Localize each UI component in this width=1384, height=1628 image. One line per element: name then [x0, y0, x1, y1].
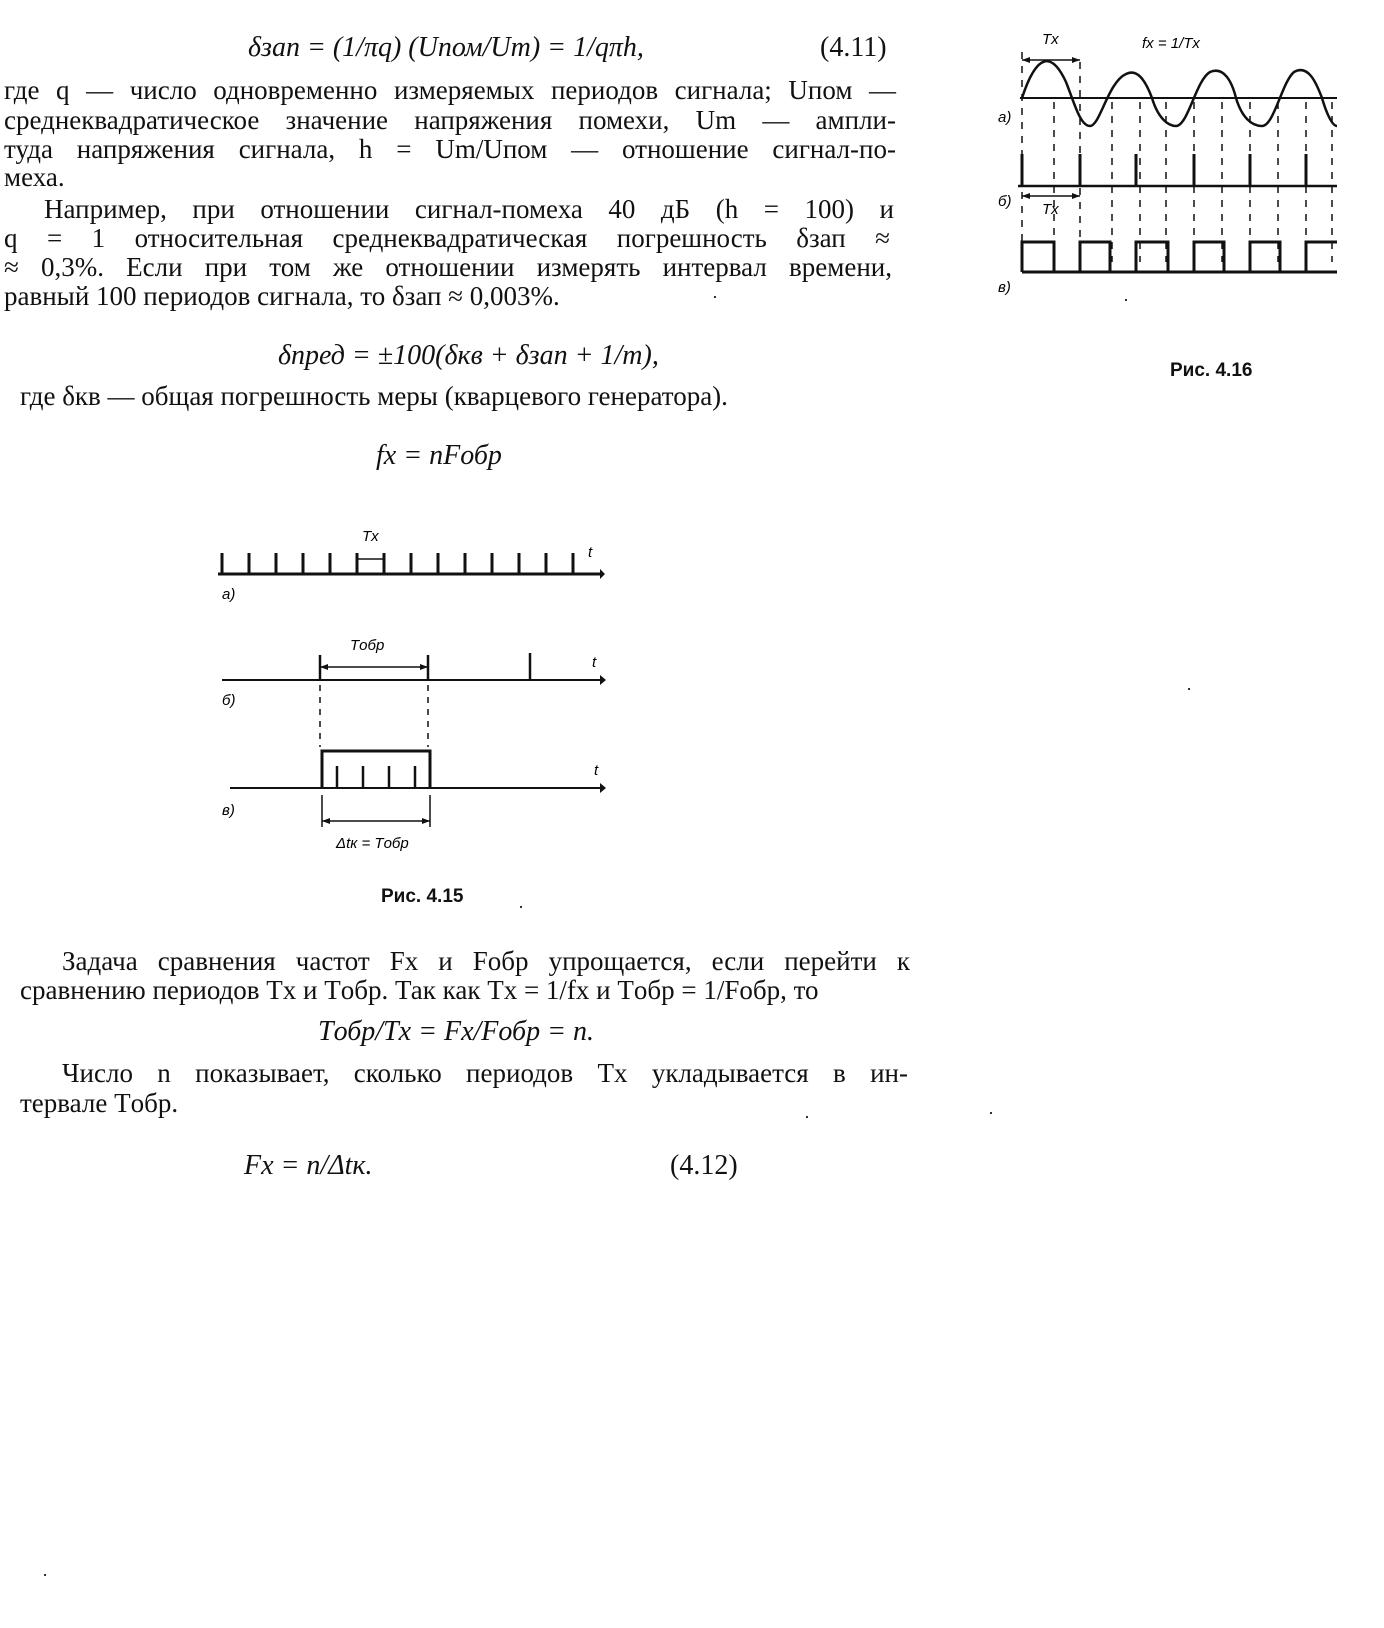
para5-line1: Число n показывает, сколько периодов Tx укладывается в ин- — [62, 1058, 908, 1088]
arrow-b — [600, 675, 606, 685]
para1-line4: меха. — [4, 162, 65, 192]
fig415-tx-label: Tx — [362, 528, 379, 545]
pulses-b16 — [1022, 154, 1306, 186]
formula-4-12: Fx = n/Δtк. — [244, 1150, 373, 1181]
formula-4-12-number: (4.12) — [670, 1150, 738, 1181]
arrow-v — [600, 783, 606, 793]
scan-speck — [44, 1574, 46, 1576]
para2-line3: ≈ 0,3%. Если при том же отношении измерять интервал времени, — [4, 252, 892, 282]
fig415-caption: Рис. 4.15 — [381, 886, 464, 907]
para2-line4: равный 100 периодов сигнала, то δзап ≈ 0,003%. — [4, 281, 560, 311]
scan-speck — [520, 906, 522, 908]
para1-line3: туда напряжения сигнала, h = Um/Uпом — отношение сигнал-по- — [4, 134, 896, 164]
para1-line2: среднеквадратическое значение напряжения помехи, Um — ампли- — [4, 105, 896, 135]
formula-4-11-number: (4.11) — [820, 32, 887, 63]
fig415-t-label-v: t — [594, 762, 599, 779]
fig416-label-v: в) — [998, 279, 1011, 296]
fig416-caption: Рис. 4.16 — [1170, 360, 1253, 381]
scan-speck — [1188, 688, 1190, 690]
fig415-t-label-a: t — [588, 544, 593, 561]
figure-4-16 — [992, 22, 1337, 302]
fig415-label-a: а) — [222, 586, 236, 603]
scan-speck — [714, 296, 716, 298]
scan-speck — [990, 1112, 992, 1114]
figure-4-15 — [200, 515, 630, 865]
para4-line1: Задача сравнения частот Fx и Fобр упрощается, если перейти к — [62, 946, 910, 976]
pulses-a — [222, 553, 573, 574]
fig416-label-a: а) — [998, 109, 1012, 126]
formula-ratio: Tобр/Tx = Fx/Fобр = n. — [318, 1016, 594, 1047]
fig416-tx-label-top: Tx — [1042, 31, 1059, 48]
fig415-label-b: б) — [222, 692, 236, 709]
sine-wave — [1022, 61, 1337, 126]
fig415-tobr-label: Tобр — [350, 637, 385, 654]
fig415-t-label-b: t — [592, 654, 597, 671]
para1-line1: где q — число одновременно измеряемых периодов сигнала; Uпом — — [4, 75, 896, 105]
formula-pred: δпред = ±100(δкв + δзап + 1/m), — [278, 340, 659, 371]
formula-4-11: δзап = (1/πq) (Uпом/Um) = 1/qπh, — [248, 32, 644, 63]
formula-fx: fx = nFобр — [376, 440, 502, 471]
fig416-tx-label-b: Tx — [1042, 201, 1059, 218]
para3: где δкв — общая погрешность меры (кварцевого генератора). — [20, 381, 728, 411]
fig416-label-b: б) — [998, 193, 1012, 210]
para4-line2: сравнению периодов Tx и Tобр. Так как Tx = 1/fx и Tобр = 1/Fобр, то — [20, 975, 819, 1005]
para2-line1: Например, при отношении сигнал-помеха 40 дБ (h = 100) и — [44, 194, 894, 224]
para2-line2: q = 1 относительная среднеквадратическая погрешность δзап ≈ — [4, 223, 890, 253]
fig415-label-v: в) — [222, 802, 235, 819]
fig416-fx-label: fx = 1/Tx — [1142, 35, 1200, 52]
arrow-a — [600, 569, 605, 579]
scan-speck — [1125, 299, 1127, 301]
scan-speck — [806, 1116, 808, 1118]
fig415-dtk-label: Δtк = Tобр — [336, 835, 409, 852]
para5-line2: тервале Tобр. — [20, 1088, 179, 1118]
square-wave — [1022, 242, 1337, 272]
